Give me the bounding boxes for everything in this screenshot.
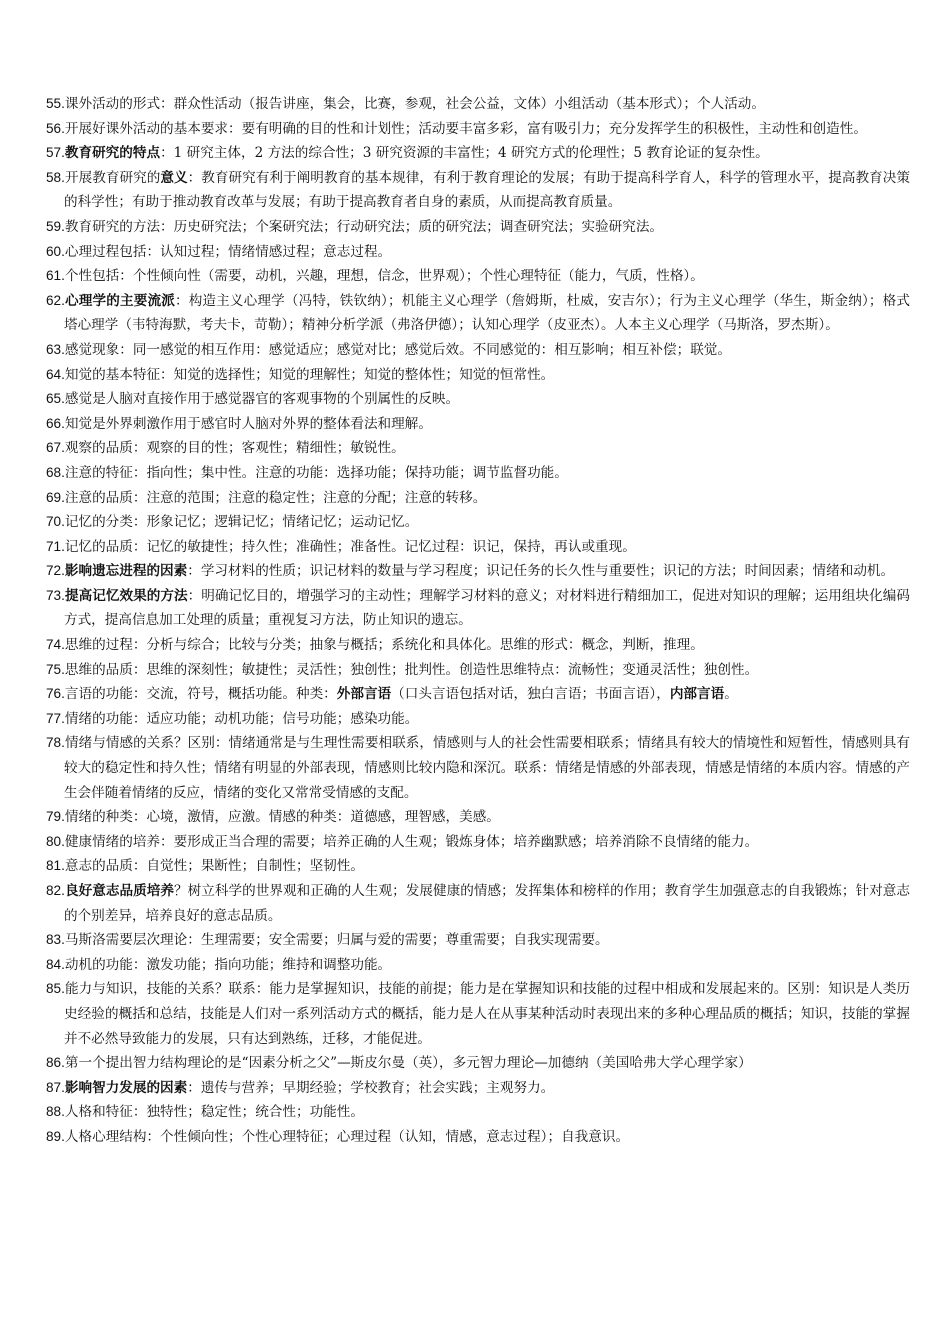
list-item	[46, 240, 910, 265]
item-text-suffix: 。	[724, 686, 738, 703]
item-number: 89.	[46, 1128, 65, 1144]
item-number: 67.	[46, 440, 65, 456]
item-text: 健康情绪的培养：要形成正当合理的需要；培养正确的人生观；锻炼身体；培养幽默感；培养消除不良情绪的能力。	[64, 833, 759, 850]
list-item	[46, 879, 910, 928]
list-item	[46, 707, 910, 732]
list-item	[46, 289, 910, 338]
item-number: 83.	[46, 932, 65, 948]
list-item	[46, 535, 910, 560]
item-text-prefix: 开展教育研究的	[64, 169, 161, 186]
item-text: 情绪的功能：适应功能；动机功能；信号功能；感染功能。	[64, 710, 419, 727]
item-number: 62.	[46, 292, 65, 308]
item-text: 人格和特征：独特性；稳定性；统合性；功能性。	[64, 1104, 364, 1121]
list-item	[46, 1125, 910, 1150]
item-number: 87.	[46, 1079, 65, 1095]
item-text: 个性包括：个性倾向性（需要，动机，兴趣，理想，信念，世界观）；个性心理特征（能力，气质，性格）。	[64, 268, 704, 285]
item-number: 56.	[46, 120, 65, 136]
item-text: 知觉的基本特征：知觉的选择性；知觉的理解性；知觉的整体性；知觉的恒常性。	[64, 366, 555, 383]
item-text: 感觉现象：同一感觉的相互作用：感觉适应；感觉对比；感觉后效。不同感觉的：相互影响；相互补偿；联觉。	[64, 341, 731, 358]
item-number: 65.	[46, 391, 65, 407]
list-item	[46, 117, 910, 142]
item-number: 64.	[46, 366, 65, 382]
item-text: 心理过程包括：认知过程；情绪情感过程；意志过程。	[64, 243, 392, 260]
item-number: 73.	[46, 587, 65, 603]
list-item	[46, 805, 910, 830]
item-number: 77.	[46, 710, 65, 726]
item-text: ：1 研究主体，2 方法的综合性；3 研究资源的丰富性；4 研究方式的伦理性；5 教育论证的复杂性。	[160, 145, 769, 162]
item-number: 79.	[46, 809, 65, 825]
item-number: 74.	[46, 637, 65, 653]
item-text: 思维的过程：分析与综合；比较与分类；抽象与概括；系统化和具体化。思维的形式：概念，判断，推理。	[64, 637, 704, 654]
item-bold-term: 心理学的主要流派	[64, 292, 175, 309]
item-text: 注意的特征：指向性；集中性。注意的功能：选择功能；保持功能；调节监督功能。	[64, 464, 568, 481]
item-text: 感觉是人脑对直接作用于感觉器官的客观事物的个别属性的反映。	[64, 391, 460, 408]
item-bold-term: 提高记忆效果的方法	[64, 587, 188, 604]
item-text: （口头言语包括对话，独白言语；书面言语），	[391, 686, 670, 703]
item-text: 教育研究的方法：历史研究法；个案研究法；行动研究法；质的研究法；调查研究法；实验研究法。	[64, 218, 664, 235]
item-text: 情绪与情感的关系？区别：情绪通常是与生理性需要相联系，情感则与人的社会性需要相联系；情绪具有较大的情境性和短暂性，情感则具有较大的稳定性和持久性；情绪有明显的外部表现，情感则比较内隐和深沉。联系：情绪是情感的外部表现，情感是情绪的本质内容。情感的产生会伴随着情绪的反应，情绪的变化又常常受情感的支配。	[64, 735, 910, 801]
item-text: ？树立科学的世界观和正确的人生观；发展健康的情感；发挥集体和榜样的作用；教育学生加强意志的自我锻炼；针对意志的个别差异，培养良好的意志品质。	[64, 883, 911, 924]
list-item	[46, 486, 910, 511]
item-bold-term: 内部言语	[669, 686, 725, 703]
item-text: ：教育研究有利于阐明教育的基本规律，有利于教育理论的发展；有助于提高科学育人，科学的管理水平，提高教育决策的科学性；有助于推动教育改革与发展；有助于提高教育者自身的素质，从而提高教育质量。	[64, 169, 911, 211]
list-item	[46, 682, 910, 707]
item-number: 82.	[46, 883, 65, 898]
item-text: 人格心理结构：个性倾向性；个性心理特征；心理过程（认知，情感，意志过程）；自我意识。	[64, 1128, 630, 1145]
list-item	[46, 559, 910, 584]
list-item	[46, 977, 910, 1051]
item-number: 86.	[46, 1055, 65, 1071]
item-text: ：学习材料的性质；识记材料的数量与学习程度；识记任务的长久性与重要性；识记的方法；时间因素；情绪和动机。	[187, 563, 895, 580]
list-item	[46, 928, 910, 953]
item-number: 68.	[46, 464, 65, 480]
item-bold-term: 影响遗忘进程的因素	[64, 563, 188, 580]
item-text: 情绪的种类：心境，激情，应激。情感的种类：道德感，理智感，美感。	[64, 809, 500, 826]
item-bold-term: 良好意志品质培养	[64, 883, 174, 899]
item-number: 75.	[46, 661, 65, 677]
item-text: 记忆的品质：记忆的敏捷性；持久性；准确性；准备性。记忆过程：识记，保持，再认或重现。	[64, 538, 636, 555]
item-number: 84.	[46, 956, 65, 972]
list-item	[46, 264, 910, 289]
list-item	[46, 461, 910, 486]
list-item	[46, 363, 910, 388]
item-number: 76.	[46, 686, 65, 702]
item-number: 81.	[46, 858, 65, 874]
list-item	[46, 584, 910, 633]
list-item	[46, 412, 910, 437]
item-text: 记忆的分类：形象记忆；逻辑记忆；情绪记忆；运动记忆。	[64, 514, 419, 531]
item-text: 注意的品质：注意的范围；注意的稳定性；注意的分配；注意的转移。	[64, 489, 487, 506]
list-item	[46, 633, 910, 658]
item-text: 第一个提出智力结构理论的是“因素分析之父”—斯皮尔曼（英），多元智力理论—加德纳（美国哈弗大学心理学家）	[64, 1055, 752, 1072]
item-number: 58.	[46, 169, 65, 185]
item-text: 观察的品质：观察的目的性；客观性；精细性；敏锐性。	[64, 440, 405, 457]
list-item	[46, 436, 910, 461]
item-text: 课外活动的形式：群众性活动（报告讲座，集会，比赛，参观，社会公益，文体）小组活动（基本形式）；个人活动。	[64, 96, 765, 112]
item-bold-term: 外部言语	[336, 686, 392, 703]
item-text: 知觉是外界刺激作用于感官时人脑对外界的整体看法和理解。	[64, 415, 432, 432]
item-bold-term: 影响智力发展的因素	[64, 1079, 188, 1096]
list-item	[46, 854, 910, 879]
item-text: 意志的品质：自觉性；果断性；自制性；坚韧性。	[64, 858, 364, 875]
list-item	[46, 830, 910, 855]
item-bold-term: 教育研究的特点	[64, 145, 161, 162]
item-number: 59.	[46, 218, 65, 234]
item-number: 55.	[46, 96, 65, 111]
numbered-item-list	[46, 92, 910, 1150]
item-number: 61.	[46, 268, 65, 284]
item-text: ：构造主义心理学（冯特，铁钦纳）；机能主义心理学（詹姆斯，杜威，安吉尔）；行为主义心理学（华生，斯金纳）；格式塔心理学（韦特海默，考夫卡，苛勒）；精神分析学派（弗洛伊德）；认知心理学（皮亚杰）。人本主义心理学（马斯洛，罗杰斯）。	[64, 292, 910, 334]
list-item	[46, 953, 910, 978]
list-item	[46, 215, 910, 240]
item-number: 70.	[46, 514, 65, 530]
list-item	[46, 387, 910, 412]
item-number: 85.	[46, 981, 65, 997]
item-text-prefix: 言语的功能：交流，符号，概括功能。种类：	[64, 686, 337, 703]
item-text: 马斯洛需要层次理论：生理需要；安全需要；归属与爱的需要；尊重需要；自我实现需要。	[64, 932, 609, 949]
list-item	[46, 1076, 910, 1101]
item-text: ：遗传与营养；早期经验；学校教育；社会实践；主观努力。	[187, 1079, 555, 1096]
list-item	[46, 92, 910, 117]
list-item	[46, 658, 910, 683]
list-item	[46, 510, 910, 535]
item-number: 80.	[46, 833, 65, 849]
item-number: 69.	[46, 489, 65, 505]
item-number: 63.	[46, 341, 65, 357]
list-item	[46, 1100, 910, 1125]
item-text: 开展好课外活动的基本要求：要有明确的目的性和计划性；活动要丰富多彩，富有吸引力；充分发挥学生的积极性，主动性和创造性。	[64, 120, 867, 137]
item-number: 72.	[46, 563, 65, 579]
item-number: 71.	[46, 538, 65, 554]
list-item	[46, 1051, 910, 1076]
item-bold-term: 意义	[160, 169, 188, 186]
item-number: 88.	[46, 1104, 65, 1120]
item-text: 动机的功能：激发功能；指向功能；维持和调整功能。	[64, 956, 392, 973]
item-number: 57.	[46, 145, 65, 161]
list-item	[46, 731, 910, 805]
item-text: ：明确记忆目的，增强学习的主动性；理解学习材料的意义；对材料进行精细加工，促进对知识的理解；运用组块化编码方式，提高信息加工处理的质量；重视复习方法，防止知识的遗忘。	[64, 587, 911, 629]
list-item	[46, 166, 910, 215]
item-number: 66.	[46, 415, 65, 431]
item-text: 能力与知识，技能的关系？联系：能力是掌握知识，技能的前提；能力是在掌握知识和技能的过程中相成和发展起来的。区别：知识是人类历史经验的概括和总结，技能是人们对一系列活动方式的概括，能力是人在从事某种活动时表现出来的多种心理品质的概括；知识，技能的掌握并不必然导致能力的发展，只有达到熟练，迁移，才能促进。	[64, 981, 910, 1047]
list-item	[46, 141, 910, 166]
item-text: 思维的品质：思维的深刻性；敏捷性；灵活性；独创性；批判性。创造性思维特点：流畅性；变通灵活性；独创性。	[64, 661, 759, 678]
list-item	[46, 338, 910, 363]
item-number: 78.	[46, 735, 65, 751]
item-number: 60.	[46, 243, 65, 259]
